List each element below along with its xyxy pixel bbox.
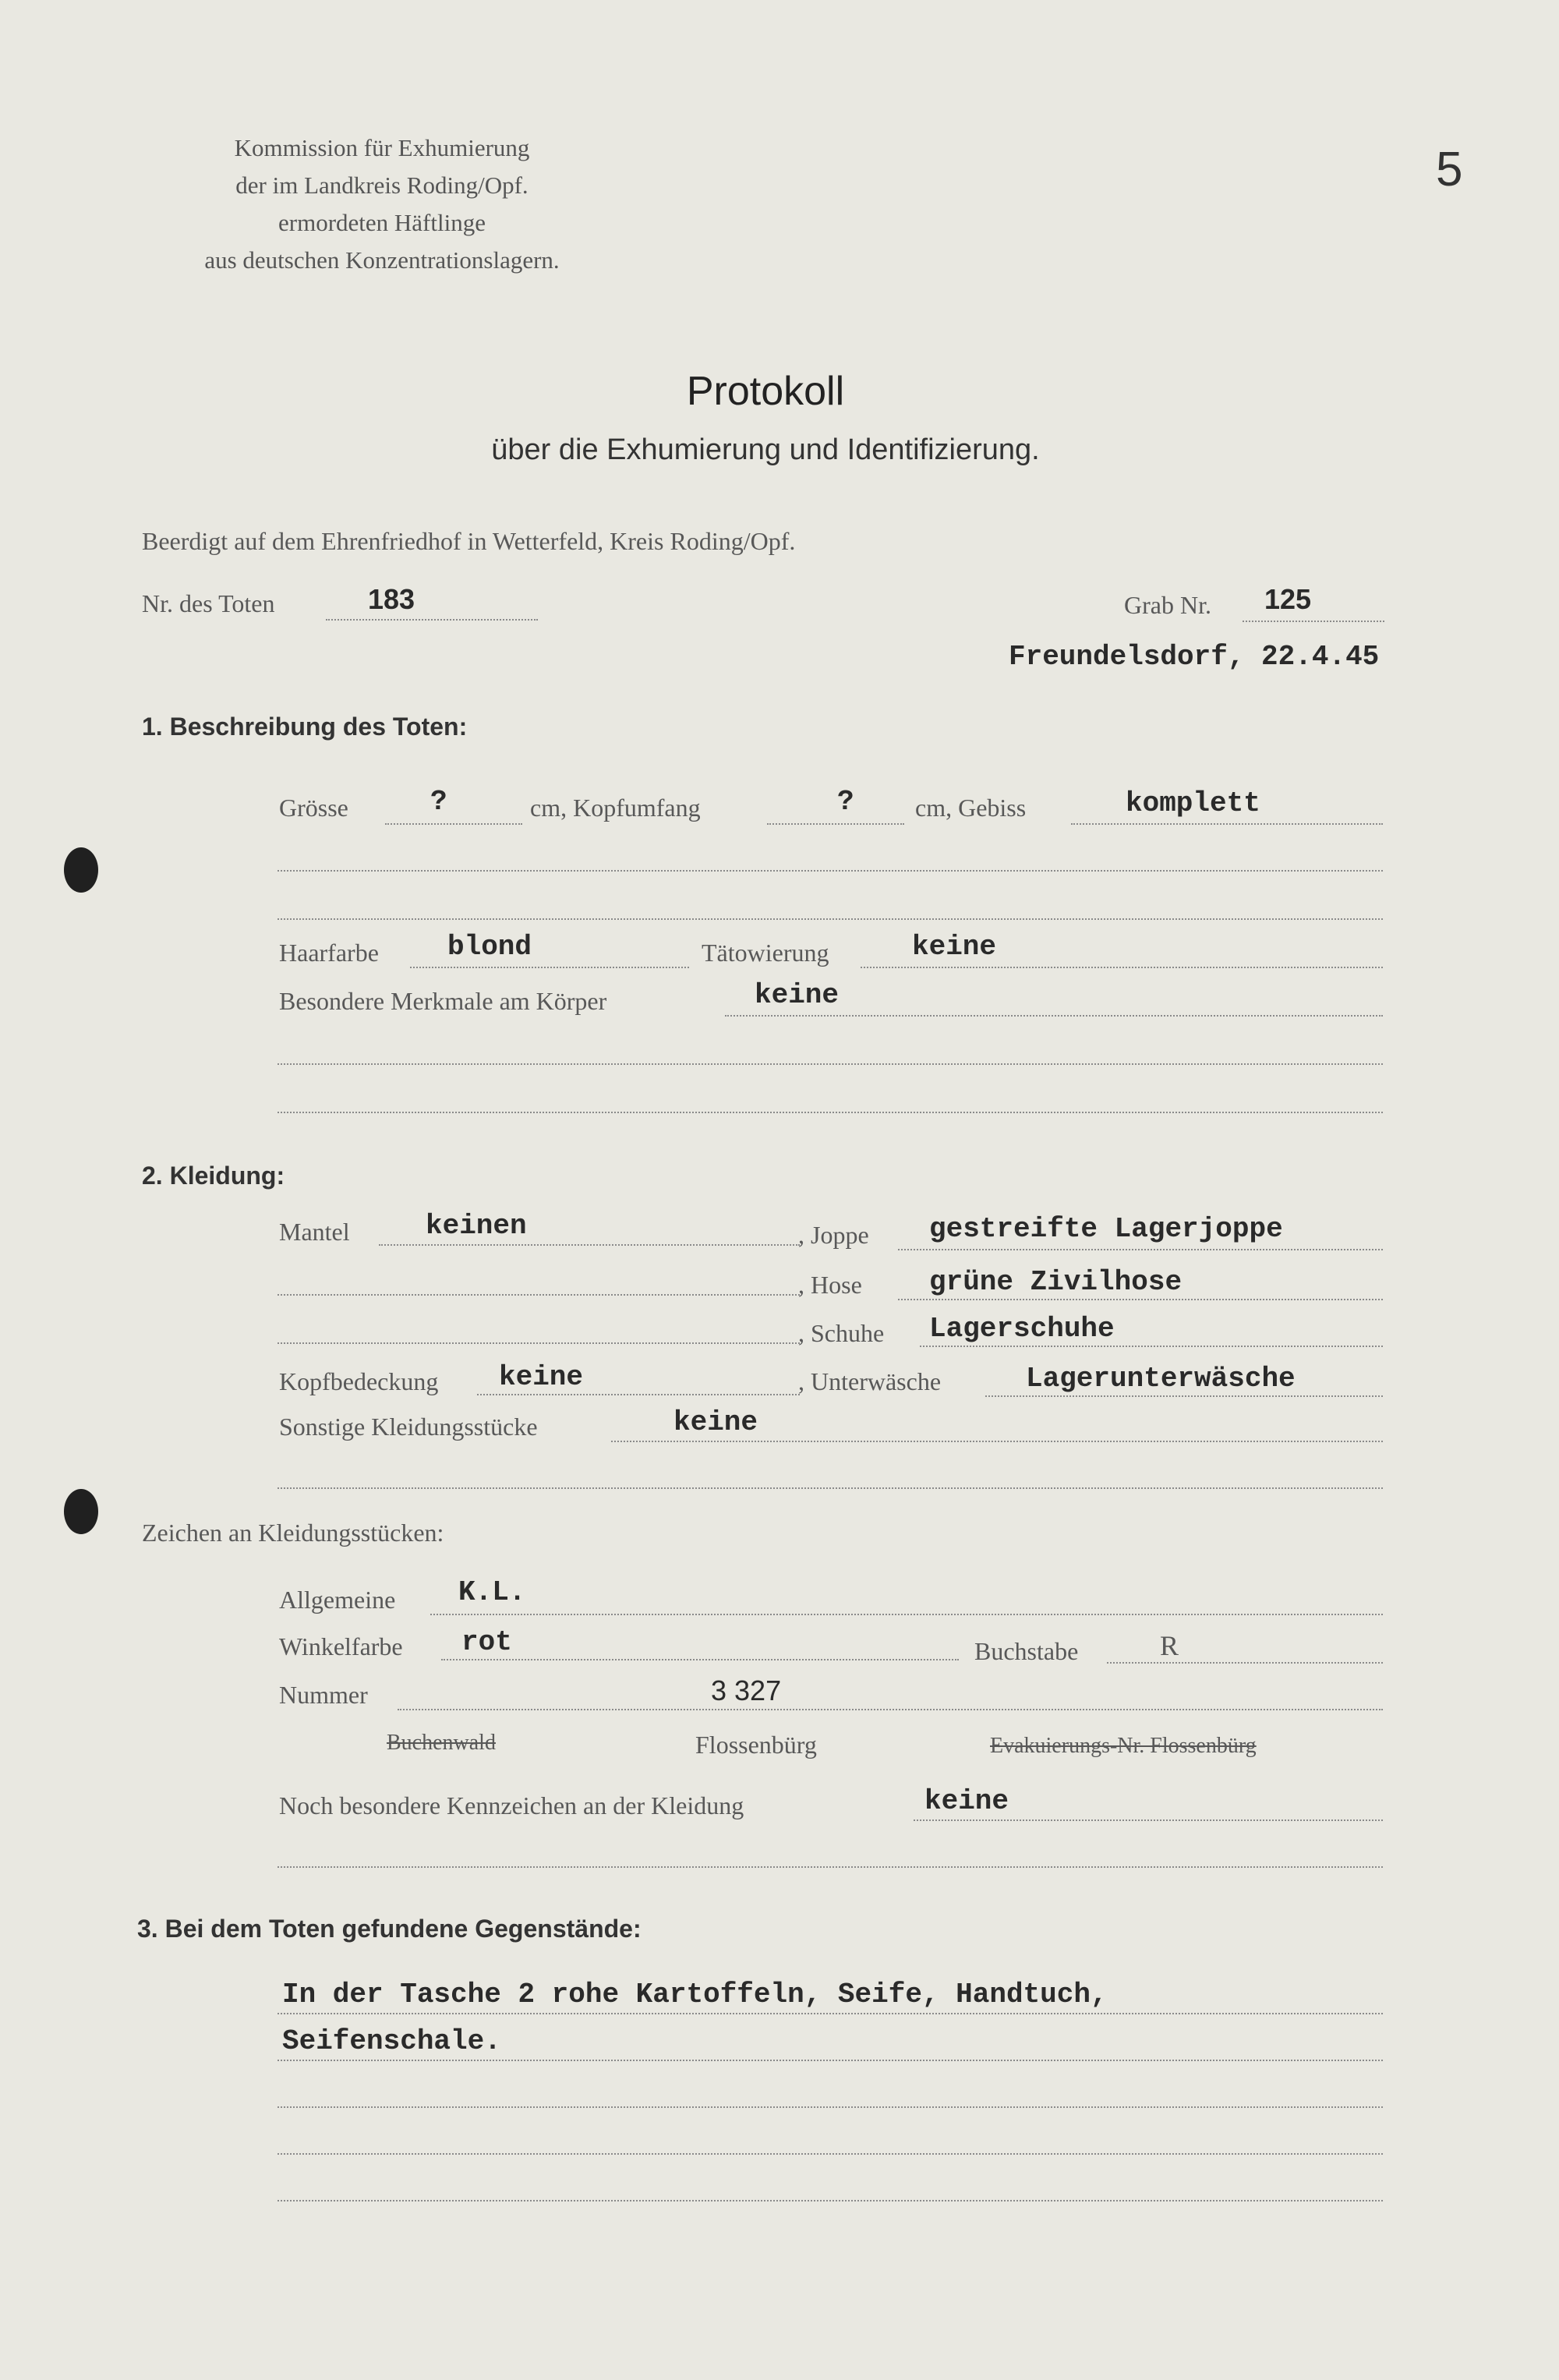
nummer-value: 3 327 xyxy=(711,1674,782,1706)
blank-line xyxy=(278,1487,1383,1489)
dead-no-value: 183 xyxy=(368,583,415,615)
dead-no-label: Nr. des Toten xyxy=(142,589,275,617)
blank-line xyxy=(278,1866,1383,1868)
punch-hole-top xyxy=(64,847,98,893)
joppe-value: gestreifte Lagerjoppe xyxy=(929,1213,1283,1245)
allgemeine-value: K.L. xyxy=(458,1576,526,1608)
blank-line xyxy=(278,1342,800,1344)
items-line-1: In der Tasche 2 rohe Kartoffeln, Seife, Handtuch, xyxy=(282,1979,1108,2010)
noch-value: keine xyxy=(924,1785,1009,1817)
punch-hole-bottom xyxy=(64,1489,98,1534)
unterwaesche-value: Lagerunterwäsche xyxy=(1026,1363,1296,1395)
zeichen-heading: Zeichen an Kleidungsstücken: xyxy=(142,1519,444,1547)
blank-line xyxy=(278,1063,1383,1065)
nummer-label: Nummer xyxy=(279,1681,368,1709)
winkelfarbe-value: rot xyxy=(461,1626,512,1658)
kopfbedeckung-label: Kopfbedeckung xyxy=(279,1367,439,1395)
blank-line xyxy=(278,2153,1383,2155)
taetowierung-value: keine xyxy=(912,931,997,963)
buchstabe-value: R xyxy=(1160,1630,1179,1661)
blank-line xyxy=(278,1294,800,1296)
grave-no-value: 125 xyxy=(1264,583,1312,615)
winkelfarbe-label: Winkelfarbe xyxy=(279,1632,403,1660)
page-subtitle: über die Exhumierung und Identifizierung. xyxy=(491,433,1040,466)
place-date: Freundelsdorf, 22.4.45 xyxy=(1009,641,1380,673)
blank-line xyxy=(278,918,1383,920)
blank-line xyxy=(278,1112,1383,1113)
camp-buchenwald: Buchenwald xyxy=(387,1731,496,1755)
merkmale-value: keine xyxy=(755,979,840,1011)
unterwaesche-label: , Unterwäsche xyxy=(798,1367,942,1395)
kopfumfang-label: cm, Kopfumfang xyxy=(530,794,701,822)
camp-evakuierung: Evakuierungs-Nr. Flossenbürg xyxy=(990,1734,1257,1758)
noch-label: Noch besondere Kennzeichen an der Kleidung xyxy=(279,1791,744,1819)
burial-text: Beerdigt auf dem Ehrenfriedhof in Wetterfeld, Kreis Roding/Opf. xyxy=(142,527,796,555)
commission-line-1: Kommission für Exhumierung xyxy=(234,134,530,161)
page-number: 5 xyxy=(1436,143,1463,196)
groesse-value: ? xyxy=(430,786,447,818)
section-1-heading: 1. Beschreibung des Toten: xyxy=(142,713,468,741)
section-3-heading: 3. Bei dem Toten gefundene Gegenstände: xyxy=(137,1915,642,1943)
kopfumfang-value: ? xyxy=(837,786,854,818)
schuhe-value: Lagerschuhe xyxy=(929,1313,1115,1345)
blank-line xyxy=(278,2200,1383,2201)
grave-label: Grab Nr. xyxy=(1124,591,1211,619)
groesse-label: Grösse xyxy=(279,794,348,822)
merkmale-label: Besondere Merkmale am Körper xyxy=(279,987,607,1015)
haarfarbe-label: Haarfarbe xyxy=(279,939,379,967)
gebiss-value: komplett xyxy=(1126,787,1260,819)
joppe-label: , Joppe xyxy=(798,1221,869,1249)
sonstige-label: Sonstige Kleidungsstücke xyxy=(279,1413,538,1441)
page-title: Protokoll xyxy=(686,369,845,414)
items-line-2: Seifenschale. xyxy=(282,2025,501,2057)
haarfarbe-value: blond xyxy=(447,931,532,963)
blank-line xyxy=(278,870,1383,872)
allgemeine-label: Allgemeine xyxy=(279,1586,396,1614)
schuhe-label: , Schuhe xyxy=(798,1319,885,1347)
commission-line-2: der im Landkreis Roding/Opf. xyxy=(235,172,529,199)
hose-label: , Hose xyxy=(798,1271,862,1299)
taetowierung-label: Tätowierung xyxy=(702,939,829,967)
blank-line xyxy=(278,2106,1383,2108)
mantel-value: keinen xyxy=(426,1210,527,1242)
mantel-label: Mantel xyxy=(279,1218,350,1246)
kopfbedeckung-value: keine xyxy=(499,1361,584,1393)
hose-value: grüne Zivilhose xyxy=(929,1266,1183,1298)
gebiss-label: cm, Gebiss xyxy=(915,794,1027,822)
commission-line-3: ermordeten Häftlinge xyxy=(278,209,486,236)
commission-line-4: aus deutschen Konzentrationslagern. xyxy=(204,246,560,274)
buchstabe-label: Buchstabe xyxy=(974,1637,1079,1665)
camp-flossenbuerg: Flossenbürg xyxy=(695,1731,817,1759)
section-2-heading: 2. Kleidung: xyxy=(142,1162,285,1190)
sonstige-value: keine xyxy=(673,1406,758,1438)
